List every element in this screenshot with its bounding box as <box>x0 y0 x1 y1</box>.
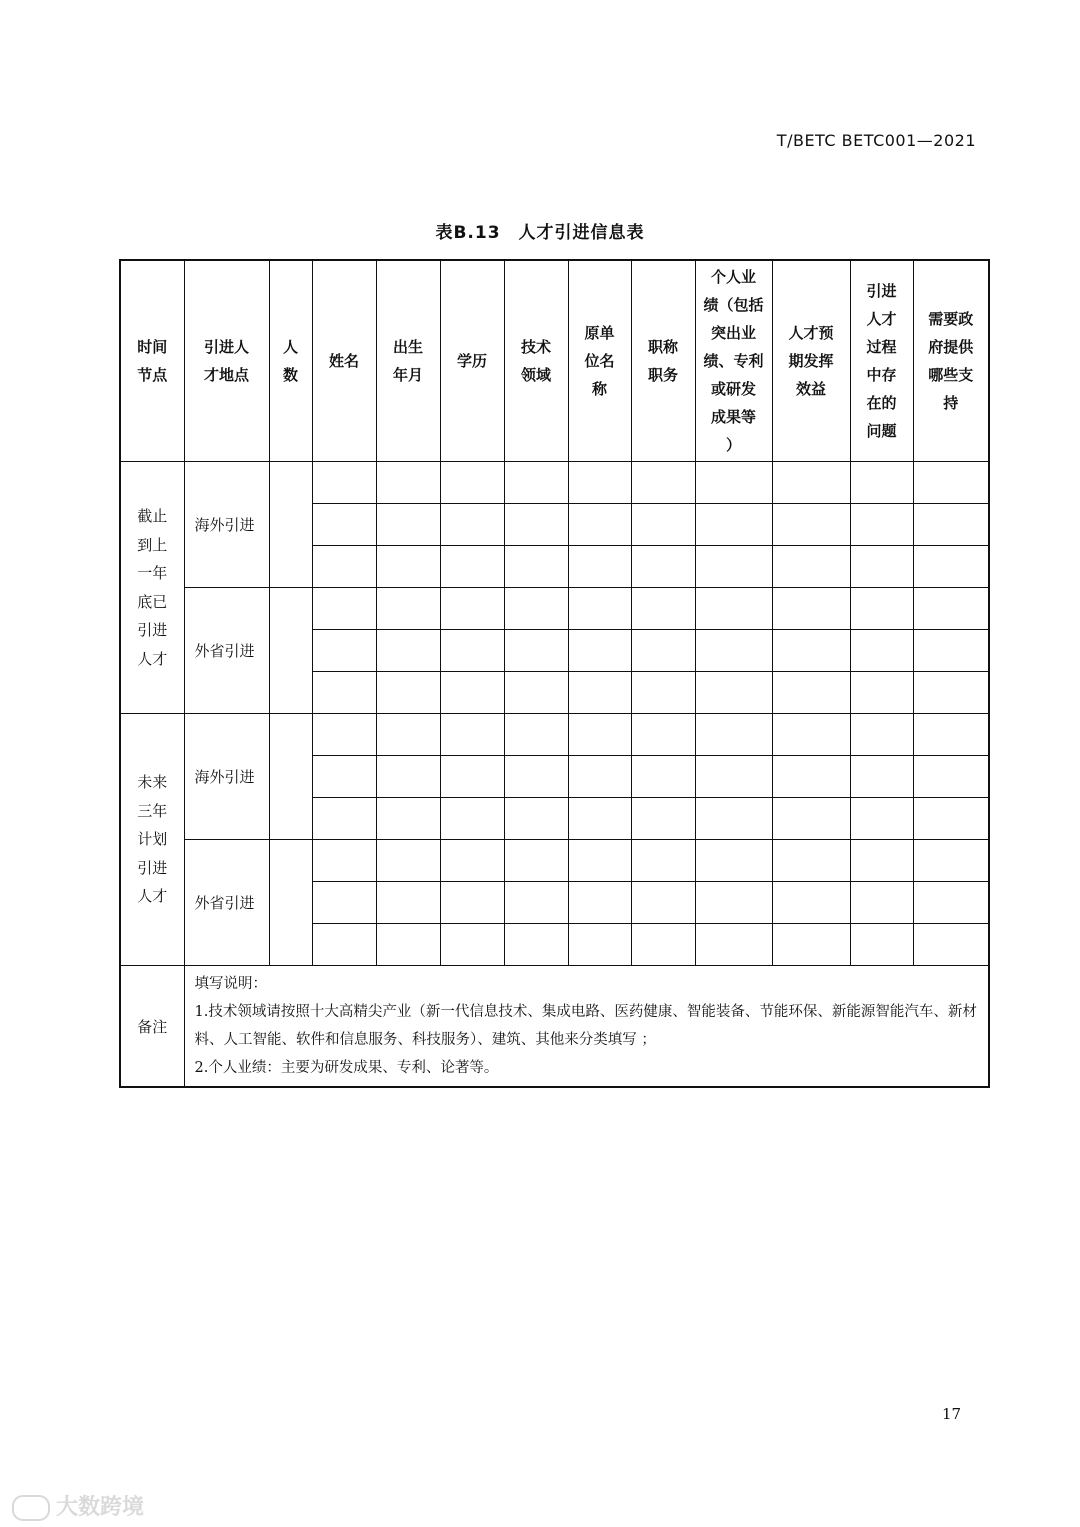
col-header-name: 姓名 <box>312 260 376 462</box>
data-cell[interactable] <box>568 630 631 672</box>
data-cell[interactable] <box>312 504 376 546</box>
data-cell[interactable] <box>913 882 989 924</box>
data-cell[interactable] <box>850 798 913 840</box>
table-row <box>120 714 989 756</box>
data-cell[interactable] <box>850 504 913 546</box>
data-cell[interactable] <box>440 840 504 882</box>
data-cell[interactable] <box>312 714 376 756</box>
data-cell[interactable] <box>504 588 568 630</box>
table-row <box>120 462 989 504</box>
data-cell[interactable] <box>312 882 376 924</box>
data-cell[interactable] <box>504 504 568 546</box>
data-cell[interactable] <box>695 546 772 588</box>
header-row <box>120 260 989 462</box>
col-header-problems: 引进 人才 过程 中存 在的 问题 <box>850 260 913 462</box>
data-cell[interactable] <box>631 714 695 756</box>
table-row <box>120 588 989 630</box>
data-cell[interactable] <box>631 882 695 924</box>
data-cell[interactable] <box>850 714 913 756</box>
data-cell[interactable] <box>850 840 913 882</box>
data-cell[interactable] <box>850 756 913 798</box>
notes-label: 备注 <box>120 966 184 1088</box>
source-cell-overseas: 海外引进 <box>184 714 269 840</box>
data-cell[interactable] <box>376 756 440 798</box>
data-cell[interactable] <box>376 588 440 630</box>
data-cell[interactable] <box>695 630 772 672</box>
data-cell[interactable] <box>440 504 504 546</box>
data-cell[interactable] <box>312 924 376 966</box>
data-cell[interactable] <box>772 462 850 504</box>
data-cell[interactable] <box>376 546 440 588</box>
data-cell[interactable] <box>695 756 772 798</box>
data-cell[interactable] <box>913 504 989 546</box>
data-cell[interactable] <box>631 798 695 840</box>
data-cell[interactable] <box>504 798 568 840</box>
data-cell[interactable] <box>850 924 913 966</box>
data-cell[interactable] <box>850 588 913 630</box>
col-header-expected-benefit: 人才预 期发挥 效益 <box>772 260 850 462</box>
data-cell[interactable] <box>504 840 568 882</box>
data-cell[interactable] <box>504 714 568 756</box>
data-cell[interactable] <box>913 840 989 882</box>
note-line: 1.技术领域请按照十大高精尖产业（新一代信息技术、集成电路、医药健康、智能装备、节能环保、新能源智能汽车、新材料、人工智能、软件和信息服务、科技服务）、建筑、其他来分类填写 ； <box>194 1004 977 1048</box>
data-cell[interactable] <box>504 924 568 966</box>
data-cell[interactable] <box>440 756 504 798</box>
data-cell[interactable] <box>913 630 989 672</box>
data-cell[interactable] <box>376 840 440 882</box>
data-cell[interactable] <box>695 924 772 966</box>
data-cell[interactable] <box>568 588 631 630</box>
data-cell[interactable] <box>312 672 376 714</box>
data-cell[interactable] <box>631 630 695 672</box>
data-cell[interactable] <box>440 462 504 504</box>
data-cell[interactable] <box>772 756 850 798</box>
watermark-logo-icon <box>12 1495 50 1521</box>
data-cell[interactable] <box>440 630 504 672</box>
data-cell[interactable] <box>568 882 631 924</box>
data-cell[interactable] <box>913 756 989 798</box>
data-cell[interactable] <box>568 546 631 588</box>
source-cell-other-province: 外省引进 <box>184 840 269 966</box>
data-cell[interactable] <box>568 756 631 798</box>
data-cell[interactable] <box>504 462 568 504</box>
data-cell[interactable] <box>695 672 772 714</box>
count-cell[interactable] <box>269 588 312 714</box>
table-row <box>120 840 989 882</box>
data-cell[interactable] <box>504 546 568 588</box>
data-cell[interactable] <box>850 630 913 672</box>
data-cell[interactable] <box>440 546 504 588</box>
data-cell[interactable] <box>312 546 376 588</box>
data-cell[interactable] <box>440 924 504 966</box>
data-cell[interactable] <box>913 672 989 714</box>
data-cell[interactable] <box>772 840 850 882</box>
data-cell[interactable] <box>568 714 631 756</box>
data-cell[interactable] <box>376 672 440 714</box>
data-cell[interactable] <box>631 588 695 630</box>
data-cell[interactable] <box>504 756 568 798</box>
notes-body <box>184 966 989 1088</box>
source-cell-overseas: 海外引进 <box>184 462 269 588</box>
col-header-birth: 出生 年月 <box>376 260 440 462</box>
data-cell[interactable] <box>772 798 850 840</box>
data-cell[interactable] <box>631 546 695 588</box>
data-cell[interactable] <box>772 504 850 546</box>
data-cell[interactable] <box>850 462 913 504</box>
data-cell[interactable] <box>376 630 440 672</box>
data-cell[interactable] <box>695 840 772 882</box>
data-cell[interactable] <box>440 672 504 714</box>
watermark: 大数跨境 <box>12 1490 144 1521</box>
note-line: 2.个人业绩：主要为研发成果、专利、论著等。 <box>194 1060 499 1076</box>
data-cell[interactable] <box>376 798 440 840</box>
data-cell[interactable] <box>631 462 695 504</box>
data-cell[interactable] <box>631 672 695 714</box>
data-cell[interactable] <box>850 882 913 924</box>
data-cell[interactable] <box>772 546 850 588</box>
talent-info-table <box>119 259 990 1088</box>
data-cell[interactable] <box>695 462 772 504</box>
data-cell[interactable] <box>312 840 376 882</box>
data-cell[interactable] <box>631 924 695 966</box>
data-cell[interactable] <box>631 756 695 798</box>
count-cell[interactable] <box>269 714 312 840</box>
data-cell[interactable] <box>440 588 504 630</box>
data-cell[interactable] <box>376 714 440 756</box>
data-cell[interactable] <box>772 924 850 966</box>
data-cell[interactable] <box>913 546 989 588</box>
data-cell[interactable] <box>568 504 631 546</box>
data-cell[interactable] <box>312 630 376 672</box>
data-cell[interactable] <box>631 504 695 546</box>
data-cell[interactable] <box>695 588 772 630</box>
data-cell[interactable] <box>772 588 850 630</box>
data-cell[interactable] <box>913 924 989 966</box>
data-cell[interactable] <box>312 756 376 798</box>
data-cell[interactable] <box>568 798 631 840</box>
data-cell[interactable] <box>376 504 440 546</box>
col-header-time: 时间 节点 <box>120 260 184 462</box>
count-cell[interactable] <box>269 840 312 966</box>
period-cell-past: 截止 到上 一年 底已 引进 人才 <box>120 462 184 714</box>
page-number: 17 <box>942 1405 962 1423</box>
data-cell[interactable] <box>913 714 989 756</box>
col-header-title: 职称 职务 <box>631 260 695 462</box>
data-cell[interactable] <box>568 462 631 504</box>
col-header-tech-field: 技术 领域 <box>504 260 568 462</box>
data-cell[interactable] <box>772 630 850 672</box>
col-header-location: 引进人 才地点 <box>184 260 269 462</box>
note-line: 填写说明： <box>194 976 267 992</box>
data-cell[interactable] <box>376 924 440 966</box>
data-cell[interactable] <box>312 588 376 630</box>
data-cell[interactable] <box>695 504 772 546</box>
data-cell[interactable] <box>913 588 989 630</box>
data-cell[interactable] <box>568 672 631 714</box>
document-code: T/BETC BETC001—2021 <box>776 131 976 150</box>
data-cell[interactable] <box>312 798 376 840</box>
data-cell[interactable] <box>376 882 440 924</box>
data-cell[interactable] <box>504 882 568 924</box>
count-cell[interactable] <box>269 462 312 588</box>
col-header-achievements: 个人业 绩（包括 突出业 绩、专利 或研发 成果等 ） <box>695 260 772 462</box>
data-cell[interactable] <box>695 798 772 840</box>
col-header-count: 人 数 <box>269 260 312 462</box>
data-cell[interactable] <box>772 714 850 756</box>
period-cell-future: 未来 三年 计划 引进 人才 <box>120 714 184 966</box>
data-cell[interactable] <box>913 462 989 504</box>
notes-row <box>120 966 989 1088</box>
data-cell[interactable] <box>772 882 850 924</box>
data-cell[interactable] <box>376 462 440 504</box>
col-header-support-needed: 需要政 府提供 哪些支 持 <box>913 260 989 462</box>
data-cell[interactable] <box>568 840 631 882</box>
data-cell[interactable] <box>312 462 376 504</box>
data-cell[interactable] <box>504 672 568 714</box>
data-cell[interactable] <box>695 714 772 756</box>
data-cell[interactable] <box>440 798 504 840</box>
data-cell[interactable] <box>568 924 631 966</box>
table-title: 表B.13 人才引进信息表 <box>435 223 645 243</box>
data-cell[interactable] <box>850 672 913 714</box>
data-cell[interactable] <box>772 672 850 714</box>
data-cell[interactable] <box>695 882 772 924</box>
source-cell-other-province: 外省引进 <box>184 588 269 714</box>
data-cell[interactable] <box>440 714 504 756</box>
data-cell[interactable] <box>850 546 913 588</box>
data-cell[interactable] <box>913 798 989 840</box>
col-header-education: 学历 <box>440 260 504 462</box>
data-cell[interactable] <box>504 630 568 672</box>
col-header-former-employer: 原单 位名 称 <box>568 260 631 462</box>
data-cell[interactable] <box>440 882 504 924</box>
data-cell[interactable] <box>631 840 695 882</box>
